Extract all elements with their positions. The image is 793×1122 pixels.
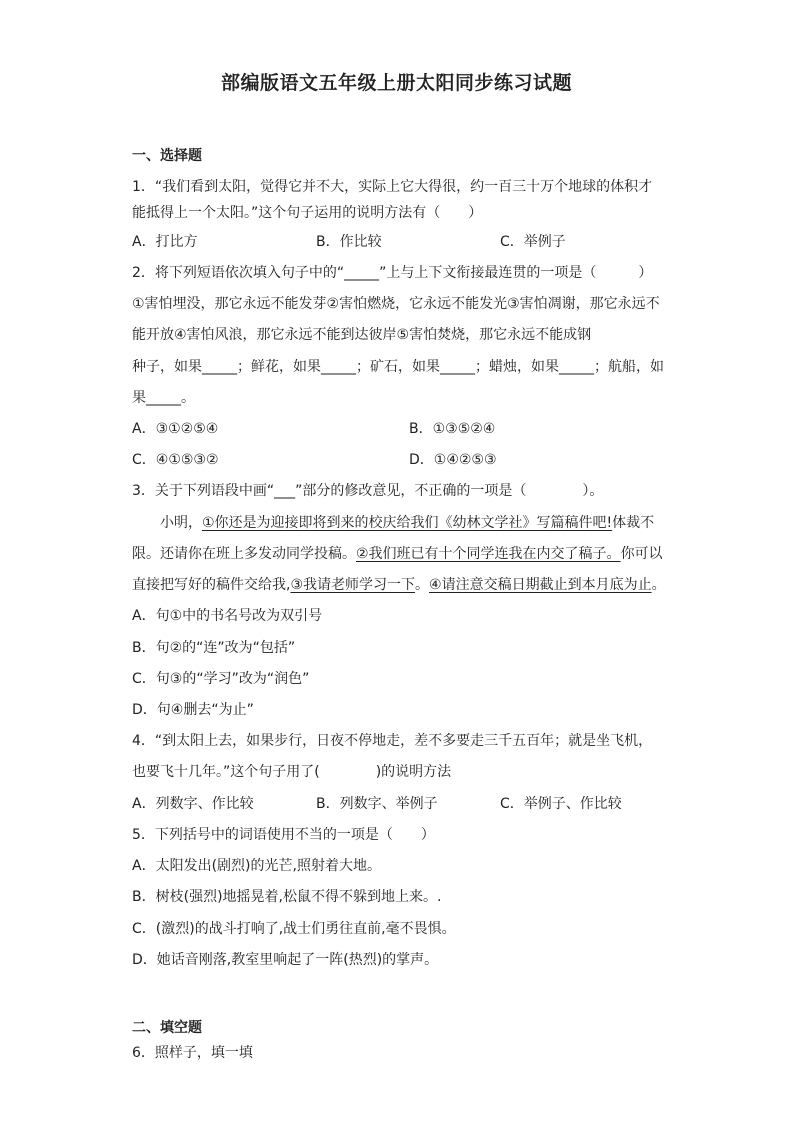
q5-option-d: D．她话音刚落,教室里响起了一阵(热烈)的掌声。 [132, 952, 439, 968]
question-3-passage-line-2 [132, 544, 663, 564]
question-2-line-2: ①害怕埋没，那它永远不能发芽②害怕燃烧，它永远不能发光③害怕凋谢，那它永远不 [132, 296, 660, 312]
q5-option-a: A．太阳发出(剧烈)的光芒,照射着大地。 [132, 858, 381, 874]
q4-option-b: B．列数字、举例子 [316, 796, 438, 812]
q3-option-d: D．句④删去“为止” [132, 702, 254, 718]
passage-text: 。 [651, 577, 666, 593]
q2-option-c: C．④①⑤③② [132, 452, 219, 468]
question-2-line-1: 2．将下列短语依次填入句子中的“_____”上与上下文衔接最连贯的一项是（ ） [132, 265, 653, 281]
q4-option-a: A．列数字、作比较 [132, 796, 254, 812]
section-heading-fill: 二、填空题 [132, 1020, 202, 1036]
section-heading-choice: 一、选择题 [132, 148, 202, 164]
question-5-line-1: 5．下列括号中的词语使用不当的一项是（ ） [132, 827, 435, 843]
question-3-passage-line-3 [132, 575, 666, 595]
q2-option-a: A．③①②⑤④ [132, 421, 219, 437]
passage-text: 小明， [160, 515, 202, 531]
underlined-sentence-1: ①你还是为迎接即将到来的校庆给我们《幼林文学社》写篇稿件吧! [202, 515, 613, 531]
passage-text: 你可以 [620, 546, 663, 562]
q4-option-c: C．举例子、作比较 [500, 796, 622, 812]
question-2-line-4: 种子，如果_____；鲜花，如果_____；矿石，如果_____；蜡烛，如果_____；航船，如 [132, 359, 664, 375]
underlined-sentence-4: ④请注意交稿日期截止到本月底为止 [429, 577, 652, 593]
question-4-line-1: 4．“到太阳上去，如果步行，日夜不停地走，差不多要走三千五百年；就是坐飞机， [132, 733, 653, 749]
passage-text: 限。还请你在班上多发动同学投稿。 [132, 546, 356, 562]
q3-option-a: A．句①中的书名号改为双引号 [132, 608, 323, 624]
passage-text: 体裁不 [612, 515, 655, 531]
q5-option-c: C．(激烈)的战斗打响了,战士们勇往直前,毫不畏惧。 [132, 921, 456, 937]
q2-option-b: B．①③⑤②④ [409, 421, 496, 437]
q1-option-a: A．打比方 [132, 234, 198, 250]
q3-option-c: C．句③的“学习”改为“润色” [132, 671, 310, 687]
q1-option-b: B．作比较 [316, 234, 382, 250]
question-1-line-1: 1．“我们看到太阳，觉得它并不大，实际上它大得很，约一百三十万个地球的体积才 [132, 179, 653, 195]
question-2-line-5: 果_____。 [132, 390, 195, 406]
passage-text: 直接把写好的稿件交给我, [132, 577, 291, 593]
question-3-line-1: 3．关于下列语段中画“___”部分的修改意见，不正确的一项是（ ）。 [132, 483, 604, 499]
q1-option-c: C．举例子 [500, 234, 566, 250]
question-3-passage-line-1 [160, 513, 654, 533]
q5-option-b: B．树枝(强烈)地摇晃着,松鼠不得不躲到地上来。. [132, 889, 442, 905]
question-6-line-1: 6．照样子，填一填 [132, 1045, 253, 1061]
passage-text: 。 [415, 577, 430, 593]
q2-option-d: D．①④②⑤③ [409, 452, 497, 468]
q3-option-b: B．句②的“连”改为“包括” [132, 640, 296, 656]
underlined-sentence-2: ②我们班已有十个同学连我在内交了稿子。 [356, 546, 621, 562]
question-1-line-2: 能抵得上一个太阳。”这个句子运用的说明方法有（ ） [132, 205, 483, 221]
underlined-sentence-3: ③我请老师学习一下 [290, 577, 416, 593]
question-2-line-3: 能开放④害怕风浪，那它永远不能到达彼岸⑤害怕焚烧，那它永远不能成钢 [132, 327, 592, 343]
page-title: 部编版语文五年级上册太阳同步练习试题 [220, 72, 572, 94]
question-4-line-2: 也要飞十几年。”这个句子用了( )的说明方法 [132, 764, 452, 780]
